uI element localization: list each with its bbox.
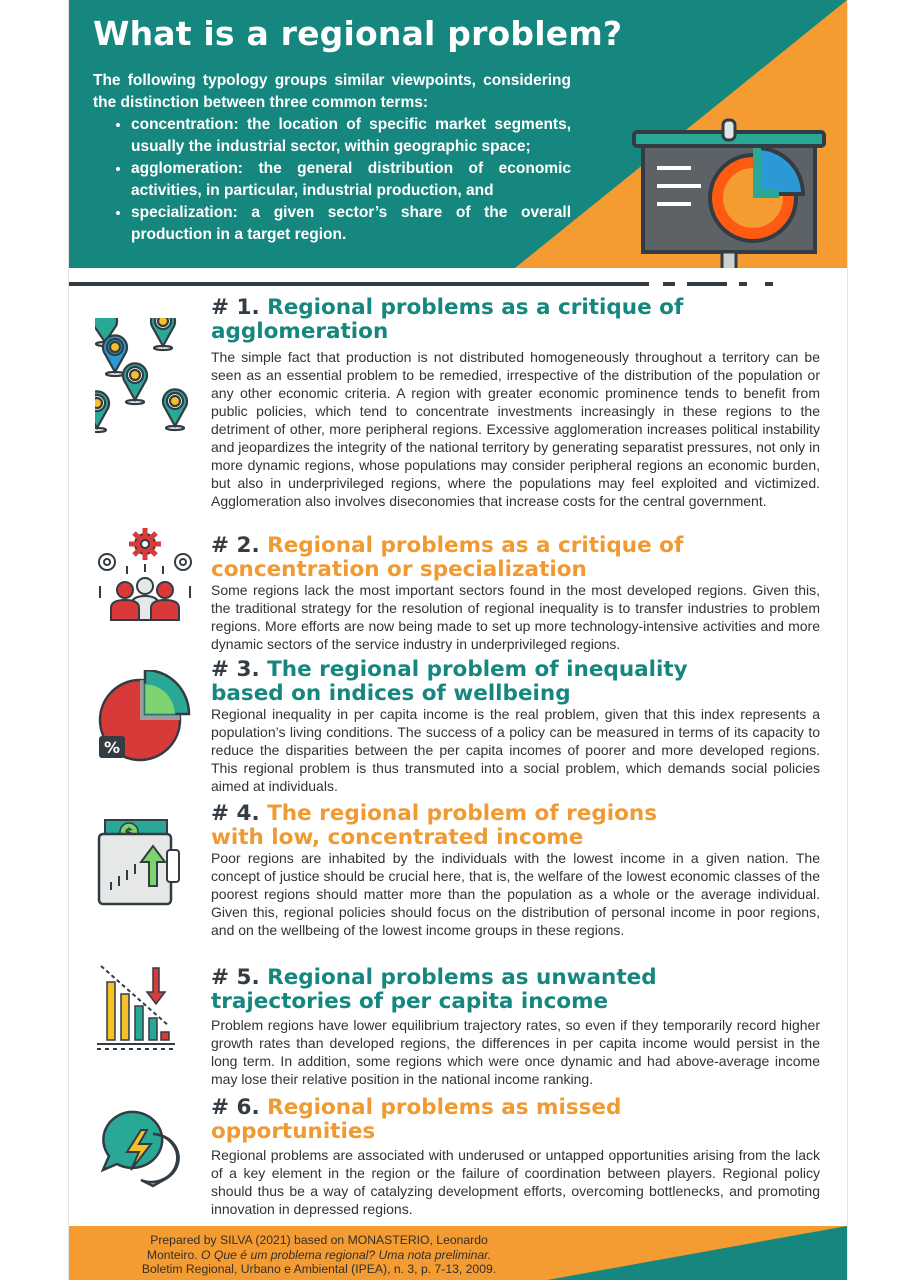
infographic-sheet <box>68 0 848 1280</box>
section-6-title <box>211 1096 831 1144</box>
section-3-title-line2: based on indices of wellbeing <box>211 681 571 706</box>
section-5-body: Problem regions have lower equilibrium trajectory rates, so even if they temporarily record higher growth rates than developed regions, the differences in per capita income would persist in the long term. In addition, some regions which were once dynamic and had above-average income may lose their relative position in the national income ranking. <box>211 1017 820 1087</box>
header-banner <box>69 0 847 268</box>
presentation-board-icon <box>629 118 829 268</box>
term-agglomeration: • agglomeration: the general distribution of economic activities, in particular, industrial production, and <box>131 158 571 202</box>
source-citation <box>109 1233 529 1277</box>
citation-author-end: Monteiro. <box>146 1247 198 1262</box>
intro-text <box>93 70 571 246</box>
map-pins-icon <box>95 318 195 444</box>
lightning-chat-icon <box>95 1108 185 1188</box>
section-4-title <box>211 802 831 850</box>
section-4-body: Poor regions are inhabited by the individuals with the lowest income in a given nation. The concept of justice should be crucial here, that is, the welfare of the lowest economic classes of the poorest regions should matter more than the population as a whole or the average individual. Given this, regional policies should focus on the distribution of personal income in poor regions, and on the wellbeing of the lowest income groups in these regions. <box>211 850 820 938</box>
citation-work-title: O Que é um problema regional? Uma nota preliminar. <box>201 1247 492 1262</box>
section-4-title-line2: with low, concentrated income <box>211 825 584 850</box>
section-4-number: # 4. <box>211 801 260 826</box>
section-2-title <box>211 534 831 582</box>
section-2-body: Some regions lack the most important sectors found in the most developed regions. Given this, the traditional strategy for the resolution of regional inequality is to transfer industries to problem regions. More efforts are now being made to set up more technology-intensive activities and more dynamic sectors of the service industry in underprivileged regions. <box>211 582 820 652</box>
term-concentration: • concentration: the location of specific market segments, usually the industrial sector, within geographic space; <box>131 114 571 158</box>
section-4-title-line1: The regional problem of regions <box>267 801 657 826</box>
wallet-growth-icon <box>95 816 185 908</box>
section-1-title-line1: Regional problems as a critique of <box>267 295 684 320</box>
section-3-number: # 3. <box>211 657 260 682</box>
section-5-number: # 5. <box>211 965 260 990</box>
section-3-body: Regional inequality in per capita income is the real problem, given that this index represents a population’s living conditions. The success of a policy can be measured in terms of its capacity to reduce the disparities between the per capita incomes of poorer and more developed regions. This regional problem is thus transmuted into a social problem, which demands social policies aimed at individuals. <box>211 706 820 794</box>
section-divider <box>69 282 847 288</box>
percent-badge: % <box>103 738 121 757</box>
term-list <box>93 114 571 246</box>
citation-line-2 <box>109 1248 529 1263</box>
section-5-title-line1: Regional problems as unwanted <box>267 965 657 990</box>
section-2-title-line2: concentration or specialization <box>211 557 587 582</box>
pie-percent-icon <box>95 670 195 762</box>
section-3-title <box>211 658 831 706</box>
section-5-title <box>211 966 831 1014</box>
section-1-number: # 1. <box>211 295 260 320</box>
section-1-title <box>211 296 831 344</box>
section-1-title-line2: agglomeration <box>211 319 389 344</box>
citation-line-1: Prepared by SILVA (2021) based on MONASTERIO, Leonardo <box>150 1233 488 1247</box>
section-6-title-line2: opportunities <box>211 1119 376 1144</box>
section-3-title-line1: The regional problem of inequality <box>267 657 688 682</box>
citation-line-3: Boletim Regional, Urbano e Ambiental (IPEA), n. 3, p. 7-13, 2009. <box>141 1262 497 1276</box>
team-gears-icon <box>95 528 195 622</box>
section-6-body: Regional problems are associated with underused or untapped opportunities arising from the lack of a key element in the region or the failure of coordination between players. Regional policy should thus be a way of catalyzing development efforts, overcoming bottlenecks, and promoting innovation in depressed regions. <box>211 1147 820 1217</box>
declining-bars-icon <box>95 964 185 1056</box>
footer-banner <box>69 1226 847 1280</box>
term-specialization: • specialization: a given sector’s share of the overall production in a target region. <box>131 202 571 246</box>
section-6-number: # 6. <box>211 1095 260 1120</box>
section-1-body: The simple fact that production is not distributed homogeneously throughout a territory can be seen as an essential problem to be remedied, irrespective of the distribution of the population or any other economic criteria. A region with greater economic prominence tends to benefit from public policies, which tend to concentrate investments increasingly in these regions to the detriment of other, more peripheral regions. Excessive agglomeration increases political instability and jeopardizes the integrity of the national territory by generating separatist pressures, not only in more dynamic regions, whose populations may consider peripheral regions an economic burden, but also in underprivileged regions, where the populations may feel exploited and victimized. Agglomeration also involves diseconomies that increase costs for the central government. <box>211 349 820 509</box>
intro-paragraph: The following typology groups similar viewpoints, considering the distinction between three common terms: <box>93 72 571 111</box>
section-2-number: # 2. <box>211 533 260 558</box>
page-title: What is a regional problem? <box>93 14 623 53</box>
section-2-title-line1: Regional problems as a critique of <box>267 533 684 558</box>
section-6-title-line1: Regional problems as missed <box>267 1095 622 1120</box>
section-5-title-line2: trajectories of per capita income <box>211 989 609 1014</box>
